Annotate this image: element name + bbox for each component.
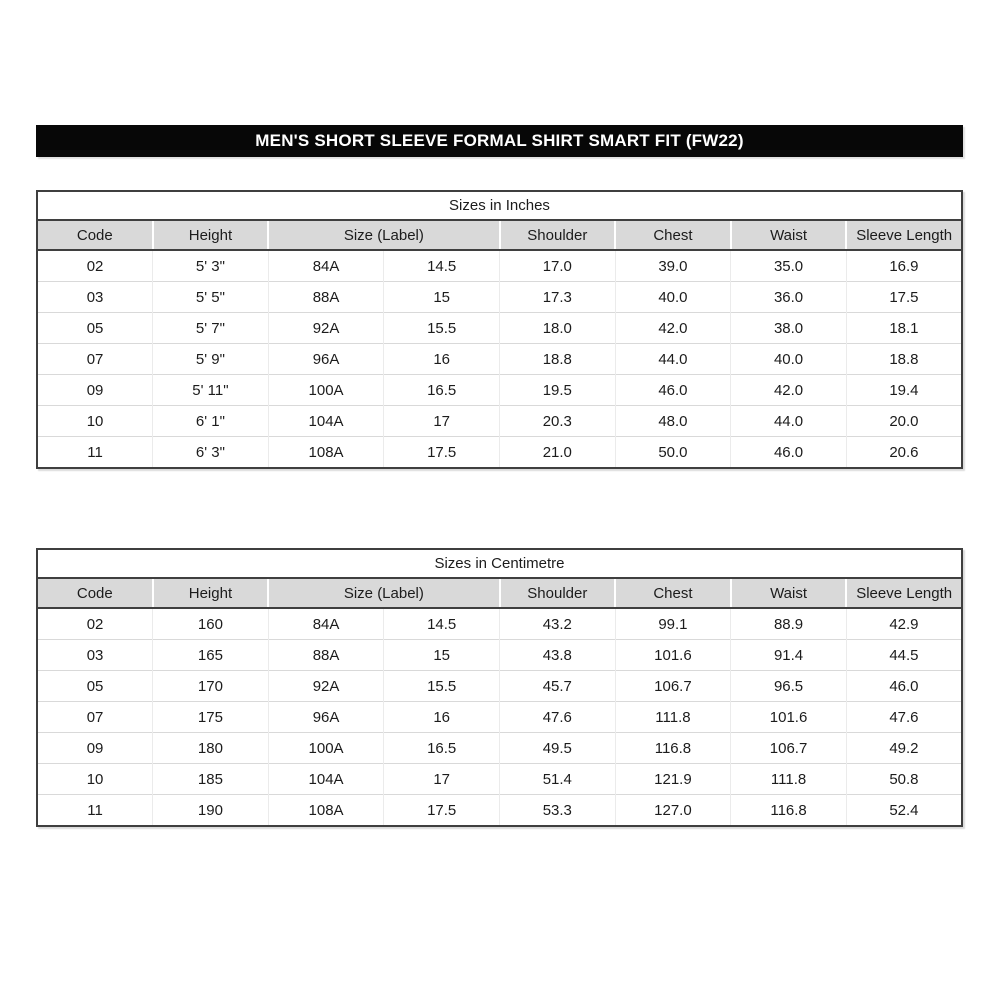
- cell-size-label: 92A: [268, 671, 384, 702]
- column-header-size-label: Size (Label): [268, 578, 499, 608]
- column-header-size-label: Size (Label): [268, 220, 499, 250]
- cell-code: 05: [37, 671, 153, 702]
- cell-height: 5' 11": [153, 375, 269, 406]
- cell-shoulder: 20.3: [500, 406, 616, 437]
- cell-size-number: 17.5: [384, 795, 500, 827]
- cell-height: 5' 3": [153, 250, 269, 282]
- table-row: [37, 344, 962, 375]
- table-title-row: [37, 191, 962, 220]
- cell-size-label: 104A: [268, 406, 384, 437]
- table-row: [37, 733, 962, 764]
- table-row: [37, 671, 962, 702]
- cell-height: 190: [153, 795, 269, 827]
- cell-code: 02: [37, 250, 153, 282]
- cell-height: 6' 1": [153, 406, 269, 437]
- cell-size-number: 14.5: [384, 608, 500, 640]
- cell-size-label: 84A: [268, 250, 384, 282]
- column-header-row: [37, 220, 962, 250]
- cell-shoulder: 18.0: [500, 313, 616, 344]
- cell-code: 09: [37, 375, 153, 406]
- cell-sleeve-length: 18.8: [846, 344, 962, 375]
- table-title: Sizes in Inches: [37, 191, 962, 220]
- table-row: [37, 375, 962, 406]
- cell-shoulder: 43.8: [500, 640, 616, 671]
- column-header-code: Code: [37, 220, 153, 250]
- cell-code: 07: [37, 702, 153, 733]
- cell-size-number: 17: [384, 764, 500, 795]
- cell-size-label: 108A: [268, 795, 384, 827]
- column-header-waist: Waist: [731, 578, 847, 608]
- cell-shoulder: 49.5: [500, 733, 616, 764]
- cell-sleeve-length: 17.5: [846, 282, 962, 313]
- cell-chest: 127.0: [615, 795, 731, 827]
- cell-size-number: 16: [384, 702, 500, 733]
- cell-sleeve-length: 20.0: [846, 406, 962, 437]
- cell-chest: 48.0: [615, 406, 731, 437]
- cell-chest: 121.9: [615, 764, 731, 795]
- column-header-code: Code: [37, 578, 153, 608]
- cell-size-label: 88A: [268, 640, 384, 671]
- cell-waist: 44.0: [731, 406, 847, 437]
- table-row: [37, 250, 962, 282]
- cell-height: 5' 9": [153, 344, 269, 375]
- cell-code: 11: [37, 795, 153, 827]
- cell-height: 160: [153, 608, 269, 640]
- column-header-height: Height: [153, 220, 269, 250]
- column-header-chest: Chest: [615, 578, 731, 608]
- cell-size-label: 104A: [268, 764, 384, 795]
- cell-waist: 91.4: [731, 640, 847, 671]
- cell-chest: 101.6: [615, 640, 731, 671]
- cell-waist: 46.0: [731, 437, 847, 469]
- cell-shoulder: 17.0: [500, 250, 616, 282]
- cell-size-number: 16: [384, 344, 500, 375]
- cell-shoulder: 17.3: [500, 282, 616, 313]
- cell-waist: 116.8: [731, 795, 847, 827]
- column-header-sleeve-length: Sleeve Length: [846, 578, 962, 608]
- cell-size-number: 16.5: [384, 375, 500, 406]
- cell-waist: 36.0: [731, 282, 847, 313]
- cell-sleeve-length: 52.4: [846, 795, 962, 827]
- cell-sleeve-length: 20.6: [846, 437, 962, 469]
- column-header-shoulder: Shoulder: [500, 578, 616, 608]
- cell-size-label: 84A: [268, 608, 384, 640]
- size-table-centimetre: [36, 548, 963, 827]
- column-header-height: Height: [153, 578, 269, 608]
- cell-code: 05: [37, 313, 153, 344]
- table-row: [37, 795, 962, 827]
- cell-shoulder: 18.8: [500, 344, 616, 375]
- cell-size-label: 96A: [268, 702, 384, 733]
- table-title: Sizes in Centimetre: [37, 549, 962, 578]
- column-header-row: [37, 578, 962, 608]
- cell-size-label: 100A: [268, 733, 384, 764]
- cell-height: 170: [153, 671, 269, 702]
- cell-size-number: 15.5: [384, 671, 500, 702]
- cell-height: 180: [153, 733, 269, 764]
- cell-waist: 111.8: [731, 764, 847, 795]
- cell-chest: 50.0: [615, 437, 731, 469]
- cell-chest: 99.1: [615, 608, 731, 640]
- cell-shoulder: 53.3: [500, 795, 616, 827]
- cell-size-label: 88A: [268, 282, 384, 313]
- cell-height: 175: [153, 702, 269, 733]
- product-title-bar: [36, 125, 963, 157]
- table-row: [37, 406, 962, 437]
- cell-chest: 39.0: [615, 250, 731, 282]
- cell-chest: 42.0: [615, 313, 731, 344]
- cell-code: 03: [37, 282, 153, 313]
- product-title: MEN'S SHORT SLEEVE FORMAL SHIRT SMART FIT (FW22): [255, 131, 744, 150]
- cell-height: 5' 5": [153, 282, 269, 313]
- cell-sleeve-length: 50.8: [846, 764, 962, 795]
- cell-code: 09: [37, 733, 153, 764]
- cell-height: 6' 3": [153, 437, 269, 469]
- cell-size-number: 15: [384, 640, 500, 671]
- cell-size-label: 92A: [268, 313, 384, 344]
- cell-sleeve-length: 16.9: [846, 250, 962, 282]
- cell-shoulder: 19.5: [500, 375, 616, 406]
- cell-size-number: 17.5: [384, 437, 500, 469]
- cell-sleeve-length: 47.6: [846, 702, 962, 733]
- table-row: [37, 640, 962, 671]
- table-row: [37, 608, 962, 640]
- cell-sleeve-length: 42.9: [846, 608, 962, 640]
- cell-sleeve-length: 49.2: [846, 733, 962, 764]
- table-row: [37, 702, 962, 733]
- cell-code: 10: [37, 406, 153, 437]
- cell-height: 185: [153, 764, 269, 795]
- cell-shoulder: 47.6: [500, 702, 616, 733]
- size-table-inches: [36, 190, 963, 469]
- cell-size-label: 96A: [268, 344, 384, 375]
- cell-waist: 101.6: [731, 702, 847, 733]
- table-row: [37, 282, 962, 313]
- cell-chest: 44.0: [615, 344, 731, 375]
- cell-size-number: 17: [384, 406, 500, 437]
- cell-chest: 40.0: [615, 282, 731, 313]
- cell-shoulder: 21.0: [500, 437, 616, 469]
- cell-sleeve-length: 44.5: [846, 640, 962, 671]
- cell-code: 10: [37, 764, 153, 795]
- cell-waist: 35.0: [731, 250, 847, 282]
- cell-size-number: 16.5: [384, 733, 500, 764]
- cell-waist: 106.7: [731, 733, 847, 764]
- cell-waist: 38.0: [731, 313, 847, 344]
- cell-waist: 96.5: [731, 671, 847, 702]
- cell-chest: 111.8: [615, 702, 731, 733]
- cell-size-number: 14.5: [384, 250, 500, 282]
- column-header-shoulder: Shoulder: [500, 220, 616, 250]
- table-row: [37, 764, 962, 795]
- cell-code: 02: [37, 608, 153, 640]
- column-header-waist: Waist: [731, 220, 847, 250]
- cell-sleeve-length: 19.4: [846, 375, 962, 406]
- table-row: [37, 313, 962, 344]
- table-title-row: [37, 549, 962, 578]
- cell-code: 03: [37, 640, 153, 671]
- cell-code: 07: [37, 344, 153, 375]
- cell-waist: 42.0: [731, 375, 847, 406]
- column-header-sleeve-length: Sleeve Length: [846, 220, 962, 250]
- cell-size-number: 15: [384, 282, 500, 313]
- cell-size-label: 100A: [268, 375, 384, 406]
- cell-chest: 116.8: [615, 733, 731, 764]
- cell-code: 11: [37, 437, 153, 469]
- cell-chest: 106.7: [615, 671, 731, 702]
- cell-height: 5' 7": [153, 313, 269, 344]
- cell-size-label: 108A: [268, 437, 384, 469]
- cell-shoulder: 51.4: [500, 764, 616, 795]
- cell-shoulder: 43.2: [500, 608, 616, 640]
- table-row: [37, 437, 962, 469]
- cell-shoulder: 45.7: [500, 671, 616, 702]
- cell-waist: 88.9: [731, 608, 847, 640]
- cell-chest: 46.0: [615, 375, 731, 406]
- cell-sleeve-length: 18.1: [846, 313, 962, 344]
- cell-sleeve-length: 46.0: [846, 671, 962, 702]
- cell-size-number: 15.5: [384, 313, 500, 344]
- cell-waist: 40.0: [731, 344, 847, 375]
- cell-height: 165: [153, 640, 269, 671]
- column-header-chest: Chest: [615, 220, 731, 250]
